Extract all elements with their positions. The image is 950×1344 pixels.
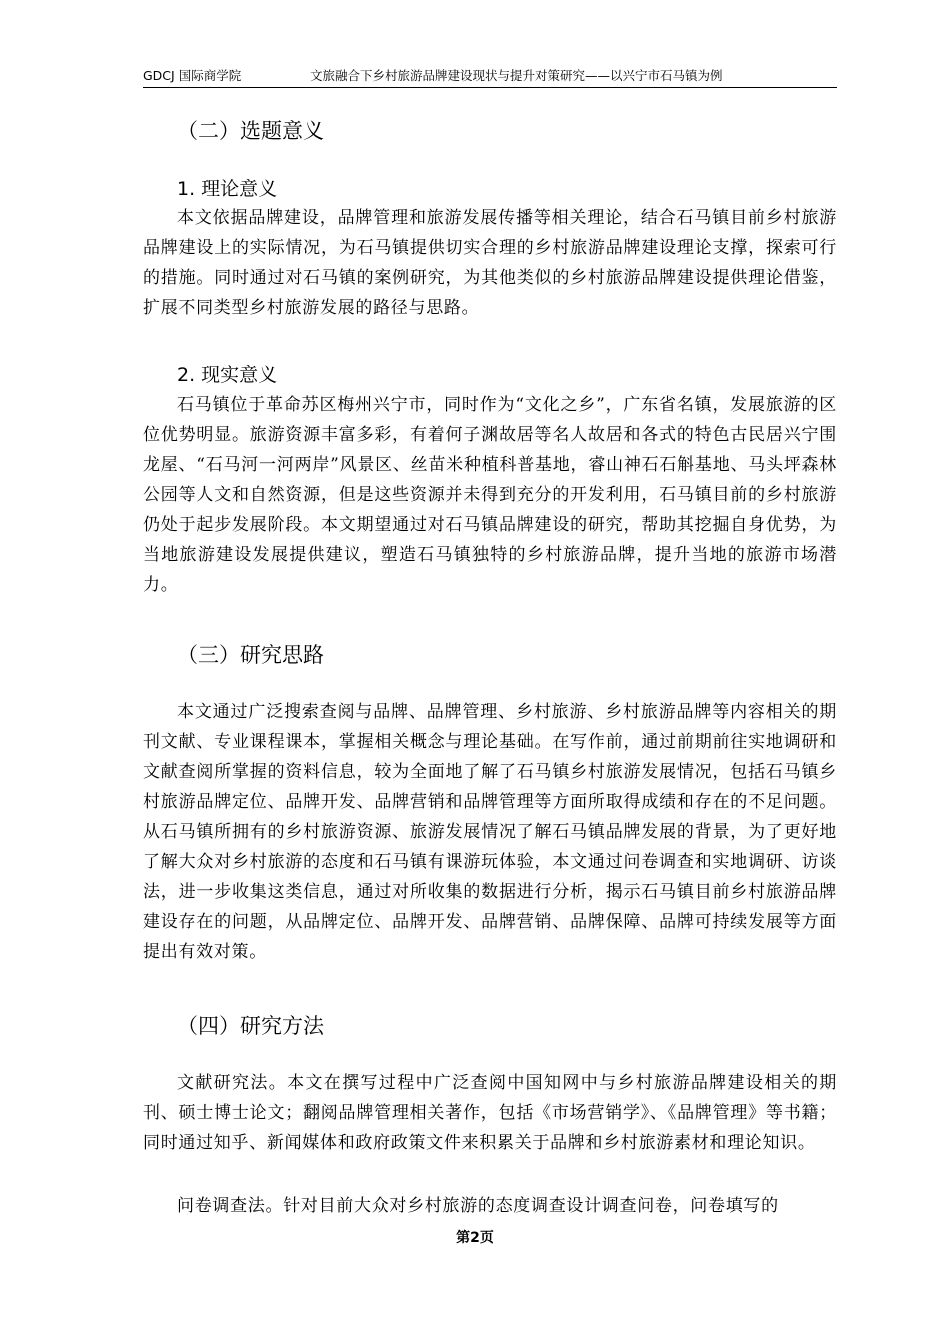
header-institution: GDCJ 国际商学院 [143, 68, 242, 83]
heading-research-methods: （四）研究方法 [177, 1014, 324, 1038]
paragraph-theory-significance: 本文依据品牌建设，品牌管理和旅游发展传播等相关理论，结合石马镇目前乡村旅游品牌建设上的实际情况，为石马镇提供切实合理的乡村旅游品牌建设理论支撑，探索可行的措施。同时通过对石马镇的案例研究，为其他类似的乡村旅游品牌建设提供理论借鉴，扩展不同类型乡村旅游发展的路径与思路。 [143, 208, 837, 318]
heading-significance: （二）选题意义 [177, 119, 324, 143]
heading-research-approach: （三）研究思路 [177, 643, 324, 667]
paragraph-research-approach: 本文通过广泛搜索查阅与品牌、品牌管理、乡村旅游、乡村旅游品牌等内容相关的期刊文献、专业课程课本，掌握相关概念与理论基础。在写作前，通过前期前往实地调研和文献查阅所掌握的资料信息，较为全面地了解了石马镇乡村旅游发展情况，包括石马镇乡村旅游品牌定位、品牌开发、品牌营销和品牌管理等方面所取得成绩和存在的不足问题。从石马镇所拥有的乡村旅游资源、旅游发展情况了解石马镇品牌发展的背景，为了更好地了解大众对乡村旅游的态度和石马镇有课游玩体验，本文通过问卷调查和实地调研、访谈法，进一步收集这类信息，通过对所收集的数据进行分析，揭示石马镇目前乡村旅游品牌建设存在的问题，从品牌定位、品牌开发、品牌营销、品牌保障、品牌可持续发展等方面提出有效对策。 [143, 702, 837, 962]
paragraph-literature-method: 文献研究法。本文在撰写过程中广泛查阅中国知网中与乡村旅游品牌建设相关的期刊、硕士博士论文；翻阅品牌管理相关著作，包括《市场营销学》、《品牌管理》等书籍；同时通过知乎、新闻媒体和政府政策文件来积累关于品牌和乡村旅游素材和理论知识。 [143, 1073, 837, 1153]
paragraph-survey-method: 问卷调查法。针对目前大众对乡村旅游的态度调查设计调查问卷，问卷填写的 [177, 1196, 779, 1216]
header-paper-title: 文旅融合下乡村旅游品牌建设现状与提升对策研究——以兴宁市石马镇为例 [310, 68, 723, 83]
page-number: 第2页 [456, 1230, 494, 1246]
paragraph-practical-significance: 石马镇位于革命苏区梅州兴宁市，同时作为“文化之乡”，广东省名镇，发展旅游的区位优势明显。旅游资源丰富多彩，有着何子渊故居等名人故居和各式的特色古民居兴宁围龙屋、“石马河一河两岸”风景区、丝苗米种植科普基地，睿山神石石斛基地、马头坪森林公园等人文和自然资源，但是这些资源并未得到充分的开发利用，石马镇目前的乡村旅游仍处于起步发展阶段。本文期望通过对石马镇品牌建设的研究，帮助其挖掘自身优势，为当地旅游建设发展提供建议，塑造石马镇独特的乡村旅游品牌，提升当地的旅游市场潜力。 [143, 395, 837, 595]
heading-practical-significance: 2. 现实意义 [177, 364, 278, 386]
running-header [143, 66, 837, 88]
heading-theory-significance: 1. 理论意义 [177, 178, 278, 200]
